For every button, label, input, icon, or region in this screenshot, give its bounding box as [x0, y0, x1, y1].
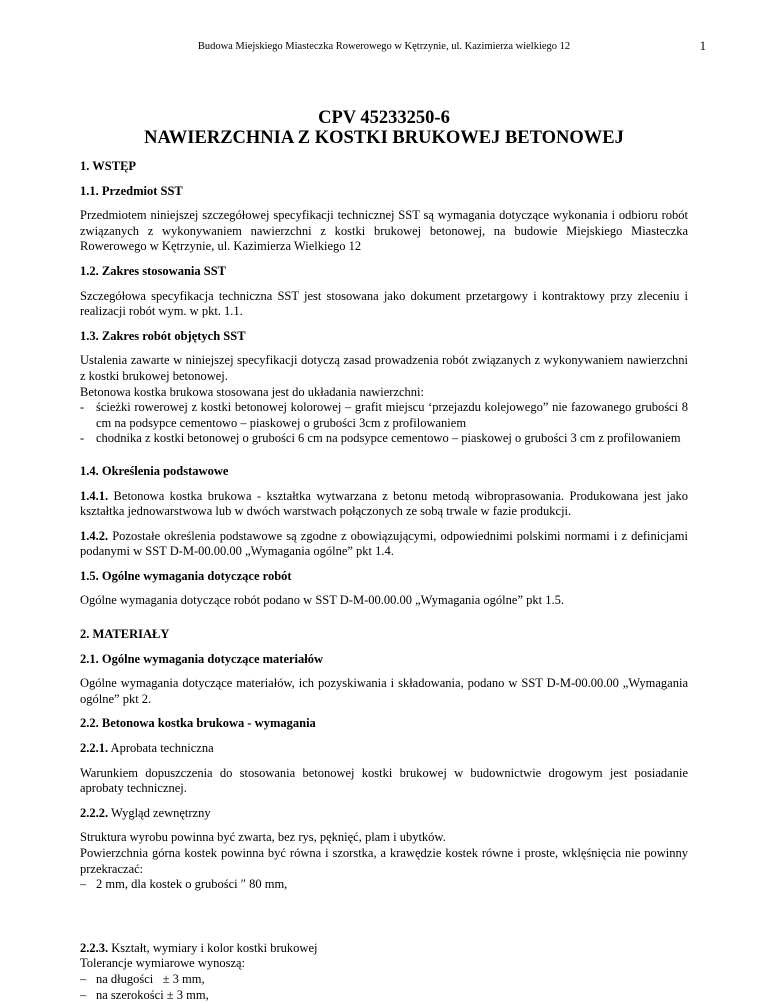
subsection-number: 1.4.2. — [80, 528, 109, 543]
list-item — [80, 400, 688, 431]
list-bullet: - — [80, 400, 85, 415]
section-heading-1: 1. WSTĘP — [80, 159, 137, 173]
section-heading-1-1: 1.1. Przedmiot SST — [80, 183, 183, 198]
document-title-code: CPV 45233250-6 — [318, 108, 450, 128]
section-heading-2-1: 2.1. Ogólne wymagania dotyczące materiałów — [80, 651, 324, 666]
subsection-number: 2.2.3. — [80, 940, 109, 955]
paragraph-2-2-2b: Powierzchnia górna kostek powinna być równa i szorstka, a krawędzie kostek równe i proste, wklęśnięcia nie powinny przekraczać: — [80, 846, 688, 876]
section-heading-1-5: 1.5. Ogólne wymagania dotyczące robót — [80, 568, 292, 583]
document-body — [80, 108, 688, 1003]
list-item-text: chodnika z kostki betonowej o grubości 6 cm na podsypce cementowo – piaskowej o grubości 3 cm z profilowaniem — [96, 431, 681, 446]
paragraph-1-3b: Betonowa kostka brukowa stosowana jest do układania nawierzchni: — [80, 384, 425, 399]
paragraph-1-4-2 — [80, 529, 688, 560]
list-item — [80, 877, 688, 893]
paragraph-1-5: Ogólne wymagania dotyczące robót podano w SST D-M-00.00.00 „Wymagania ogólne” pkt 1.5. — [80, 593, 564, 608]
subsection-title: Aprobata techniczna — [108, 741, 214, 756]
paragraph-1-2: Szczegółowa specyfikacja techniczna SST jest stosowana jako dokument przetargowy i kontraktowy przy zleceniu i realizacji robót wym. w pkt. 1.1. — [80, 288, 688, 319]
paragraph-2-1: Ogólne wymagania dotyczące materiałów, ich pozyskiwania i składowania, podano w SST D-M-00.00.00 „Wymagania ogólne” pkt 2. — [80, 676, 688, 706]
subheading-2-2-2 — [80, 806, 688, 822]
list-bullet: – — [80, 877, 87, 892]
subsection-title: Kształt, wymiary i kolor kostki brukowej — [108, 940, 318, 955]
list-item — [80, 431, 688, 447]
subsection-number: 2.2.1. — [80, 741, 109, 756]
paragraph-1-4-1 — [80, 489, 688, 520]
paragraph-1-3a: Ustalenia zawarte w niniejszej specyfikacji dotyczą zasad prowadzenia robót związanych z wykonywaniem nawierzchni z kostki brukowej betonowej. — [80, 353, 688, 383]
list-bullet: - — [80, 431, 85, 446]
list-item-text: na długości ± 3 mm, — [96, 971, 205, 986]
section-heading-1-2: 1.2. Zakres stosowania SST — [80, 263, 226, 278]
running-header: Budowa Miejskiego Miasteczka Rowerowego w Kętrzynie, ul. Kazimierza wielkiego 12 — [197, 41, 571, 52]
subheading-2-2-3 — [80, 941, 688, 957]
paragraph-2-2-2a: Struktura wyrobu powinna być zwarta, bez rys, pęknięć, plam i ubytków. — [80, 830, 446, 845]
list-item-text: na szerokości ± 3 mm, — [96, 987, 209, 1002]
subsection-title: Wygląd zewnętrzny — [108, 805, 211, 820]
paragraph-2-2-3: Tolerancje wymiarowe wynoszą: — [80, 956, 246, 971]
document-title: NAWIERZCHNIA Z KOSTKI BRUKOWEJ BETONOWEJ — [144, 128, 624, 148]
subheading-2-2-1 — [80, 741, 688, 757]
section-heading-2-2: 2.2. Betonowa kostka brukowa - wymagania — [80, 716, 316, 731]
paragraph-text: Betonowa kostka brukowa - kształtka wytwarzana z betonu metodą wibroprasowania. Produkowana jest jako kształtka jednowarstwowa lub w dwóch warstwach połączonych ze sobą trwale w fazie produkcji. — [80, 488, 688, 519]
paragraph-2-2-1: Warunkiem dopuszczenia do stosowania betonowej kostki brukowej w budownictwie drogowym jest posiadanie aprobaty technicznej. — [80, 765, 688, 796]
subsection-number: 2.2.2. — [80, 805, 109, 820]
list-bullet: – — [80, 987, 87, 1002]
subsection-number: 1.4.1. — [80, 488, 109, 503]
section-heading-1-4: 1.4. Określenia podstawowe — [80, 463, 229, 478]
list-item-text: 2 mm, dla kostek o grubości ″ 80 mm, — [96, 877, 288, 892]
section-heading-2: 2. MATERIAŁY — [80, 627, 170, 642]
paragraph-text: Pozostałe określenia podstawowe są zgodne z obowiązującymi, odpowiednimi polskimi normami i z definicjami podanymi w SST D-M-00.00.00 „Wymagania ogólne” pkt 1.4. — [80, 528, 688, 559]
section-heading-1-3: 1.3. Zakres robót objętych SST — [80, 328, 246, 343]
list-bullet: – — [80, 971, 87, 986]
list-item-text: ścieżki rowerowej z kostki betonowej kolorowej – grafit miejscu ‘przejazdu kolejowego” nie fazowanego grubości 8 cm na podsypce cementowo – piaskowej o grubości 3cm z profilowaniem — [96, 400, 688, 430]
paragraph-1-1: Przedmiotem niniejszej szczegółowej specyfikacji technicznej SST są wymagania dotyczące wykonania i odbioru robót związanych z wykonywaniem nawierzchni z kostki brukowej betonowej, na budowie Miejskiego Miasteczka Rowerowego w Kętrzynie, ul. Kazimierza Wielkiego 12 — [80, 208, 688, 254]
list-item — [80, 972, 688, 988]
page-number: 1 — [699, 39, 706, 53]
list-item — [80, 988, 688, 1003]
